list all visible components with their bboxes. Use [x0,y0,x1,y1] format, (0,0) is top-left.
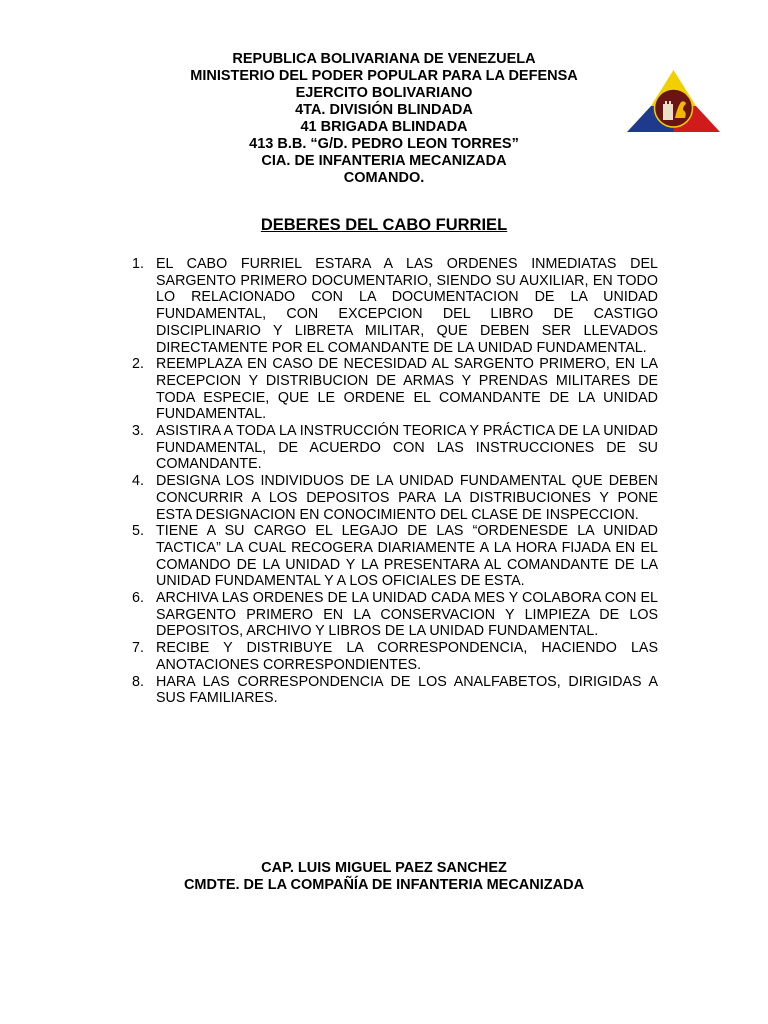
header-line: CIA. DE INFANTERIA MECANIZADA [261,153,507,169]
list-item-number: 3. [132,423,144,440]
list-item-number: 1. [132,256,144,272]
header-line: 41 BRIGADA BLINDADA [300,119,468,135]
list-item-text: REEMPLAZA EN CASO DE NECESIDAD AL SARGENTO PRIMERO, EN LA RECEPCION Y DISTRIBUCION DE ARMAS Y PRENDAS MILITARES DE TODA ESPECIE, QUE LE ORDENE EL COMANDANTE DE LA UNIDAD FUNDAMENTAL. [156,356,658,423]
header-line: 413 B.B. “G/D. PEDRO LEON TORRES” [249,136,519,152]
list-item-text: RECIBE Y DISTRIBUYE LA CORRESPONDENCIA, HACIENDO LAS ANOTACIONES CORRESPONDIENTES. [156,640,658,673]
list-item [122,590,658,640]
header-line: 4TA. DIVISIÓN BLINDADA [295,102,473,118]
emblem-center-circle [655,89,693,127]
division-emblem-icon [625,68,722,134]
header-line: EJERCITO BOLIVARIANO [295,85,473,101]
list-item-number: 7. [132,640,144,657]
signatory-name: CAP. LUIS MIGUEL PAEZ SANCHEZ [261,860,507,876]
list-item-text: DESIGNA LOS INDIVIDUOS DE LA UNIDAD FUNDAMENTAL QUE DEBEN CONCURRIR A LOS DEPOSITOS PARA LA DISTRIBUCIONES Y PONE ESTA DESIGNACION EN CONOCIMIENTO DEL CLASE DE INSPECCION. [156,473,658,523]
header-line: MINISTERIO DEL PODER POPULAR PARA LA DEFENSA [190,68,578,84]
list-item [122,356,658,423]
list-item-text: HARA LAS CORRESPONDENCIA DE LOS ANALFABETOS, DIRIGIDAS A SUS FAMILIARES. [156,673,658,707]
document-title: DEBERES DEL CABO FURRIEL [260,216,508,234]
list-item-text: TIENE A SU CARGO EL LEGAJO DE LAS “ORDENESDE LA UNIDAD TACTICA” LA CUAL RECOGERA DIARIAMENTE A LA HORA FIJADA EN EL COMANDO DE LA UNIDAD Y LA PRESENTARA AL COMANDANTE DE LA UNIDAD FUNDAMENTAL Y A LOS OFICIALES DE ESTA. [156,523,658,590]
list-item-text: ASISTIRA A TODA LA INSTRUCCIÓN TEORICA Y PRÁCTICA DE LA UNIDAD FUNDAMENTAL, DE ACUERDO CON LAS INSTRUCCIONES DE SU COMANDANTE. [156,423,658,473]
list-item-number: 5. [132,523,144,540]
list-item-text: ARCHIVA LAS ORDENES DE LA UNIDAD CADA MES Y COLABORA CON EL SARGENTO PRIMERO EN LA CONSERVACION Y LIMPIEZA DE LOS DEPOSITOS, ARCHIVO Y LIBROS DE LA UNIDAD FUNDAMENTAL. [156,590,658,640]
list-item [122,473,658,523]
signatory-position: CMDTE. DE LA COMPAÑÍA DE INFANTERIA MECANIZADA [183,877,585,893]
header-line: COMANDO. [343,170,425,186]
list-item [122,640,658,673]
list-item [122,423,658,473]
list-item-number: 8. [132,673,144,690]
list-item-text: EL CABO FURRIEL ESTARA A LAS ORDENES INMEDIATAS DEL SARGENTO PRIMERO DOCUMENTARIO, SIENDO SU AUXILIAR, EN TODO LO RELACIONADO CON LA DOCUMENTACION DE LA UNIDAD FUNDAMENTAL, CON EXCEPCION DEL LIBRO DE CASTIGO DISCIPLINARIO Y LIBRETA MILITAR, QUE DEBEN SER LLEVADOS DIRECTAMENTE POR EL COMANDANTE DE LA UNIDAD FUNDAMENTAL. [156,256,658,356]
list-item-number: 2. [132,356,144,373]
list-item-number: 6. [132,590,144,607]
list-item [122,256,658,356]
list-item [122,523,658,590]
duties-list [122,256,658,707]
list-item-number: 4. [132,473,144,490]
list-item [122,674,658,707]
header-line: REPUBLICA BOLIVARIANA DE VENEZUELA [232,51,536,67]
signature-block [0,860,768,894]
